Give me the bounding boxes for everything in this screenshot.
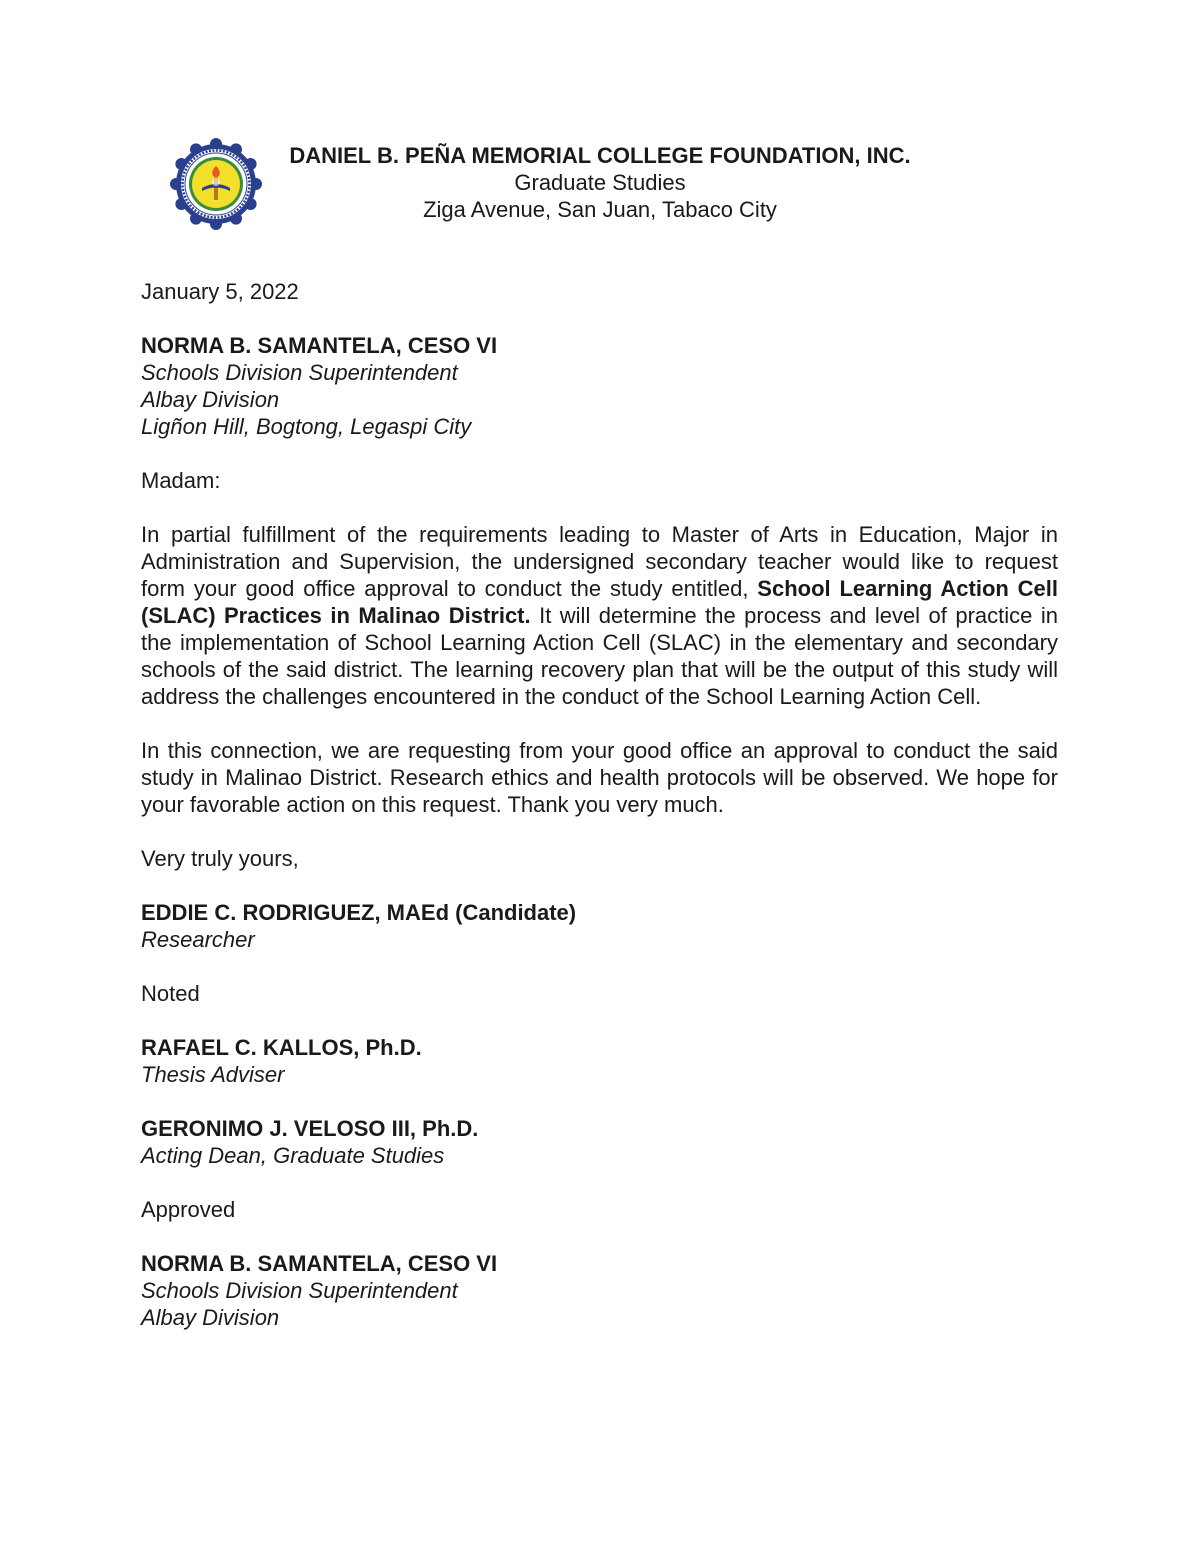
letterhead [262,142,938,223]
closing: Very truly yours, [141,846,299,871]
adviser-name: RAFAEL C. KALLOS, Ph.D. [141,1035,422,1060]
organization-name: DANIEL B. PEÑA MEMORIAL COLLEGE FOUNDATION, INC. [289,143,911,168]
department-name: Graduate Studies [514,170,686,195]
adviser-role: Thesis Adviser [141,1062,285,1087]
recipient-title: Schools Division Superintendent [141,360,458,385]
body-paragraph-1 [141,521,1058,710]
study-title: School Learning Action Cell (SLAC) Practices in Malinao District. [141,576,1059,628]
dean-role: Acting Dean, Graduate Studies [141,1143,445,1168]
organization-address: Ziga Avenue, San Juan, Tabaco City [423,197,777,222]
body-paragraph-2: In this connection, we are requesting from your good office an approval to conduct the said study in Malinao District. Research ethics and health protocols will be observed. We hope for your favorable action on this request. Thank you very much. [141,738,1058,817]
recipient-address: Ligñon Hill, Bogtong, Legaspi City [141,414,472,439]
salutation: Madam: [141,468,221,493]
approver-division: Albay Division [141,1305,280,1330]
recipient-division: Albay Division [141,387,280,412]
sender-role: Researcher [141,927,255,952]
college-seal-icon [168,138,264,230]
paragraph-1-rest: It will determine the process and level of practice in the implementation of School Learning Action Cell (SLAC) in the elementary and secondary schools of the said district. The learning recovery plan that will be the output of this study will address the challenges encountered in the conduct of the School Learning Action Cell. [141,603,1058,709]
dean-name: GERONIMO J. VELOSO III, Ph.D. [141,1116,479,1141]
sender-name: EDDIE C. RODRIGUEZ, MAEd (Candidate) [141,900,577,925]
paragraph-1-intro: In partial fulfillment of the requirements leading to Master of Arts in Education, Major in Administration and Supervision, the undersigned secondary teacher would like to request form your good office approval to conduct the study entitled, [141,522,1058,601]
approver-title: Schools Division Superintendent [141,1278,458,1303]
approver-name: NORMA B. SAMANTELA, CESO VI [141,1251,498,1276]
noted-label: Noted [141,981,200,1006]
letter-date: January 5, 2022 [141,279,299,304]
letter-body [141,278,1058,1331]
approved-label: Approved [141,1197,236,1222]
recipient-name: NORMA B. SAMANTELA, CESO VI [141,333,498,358]
